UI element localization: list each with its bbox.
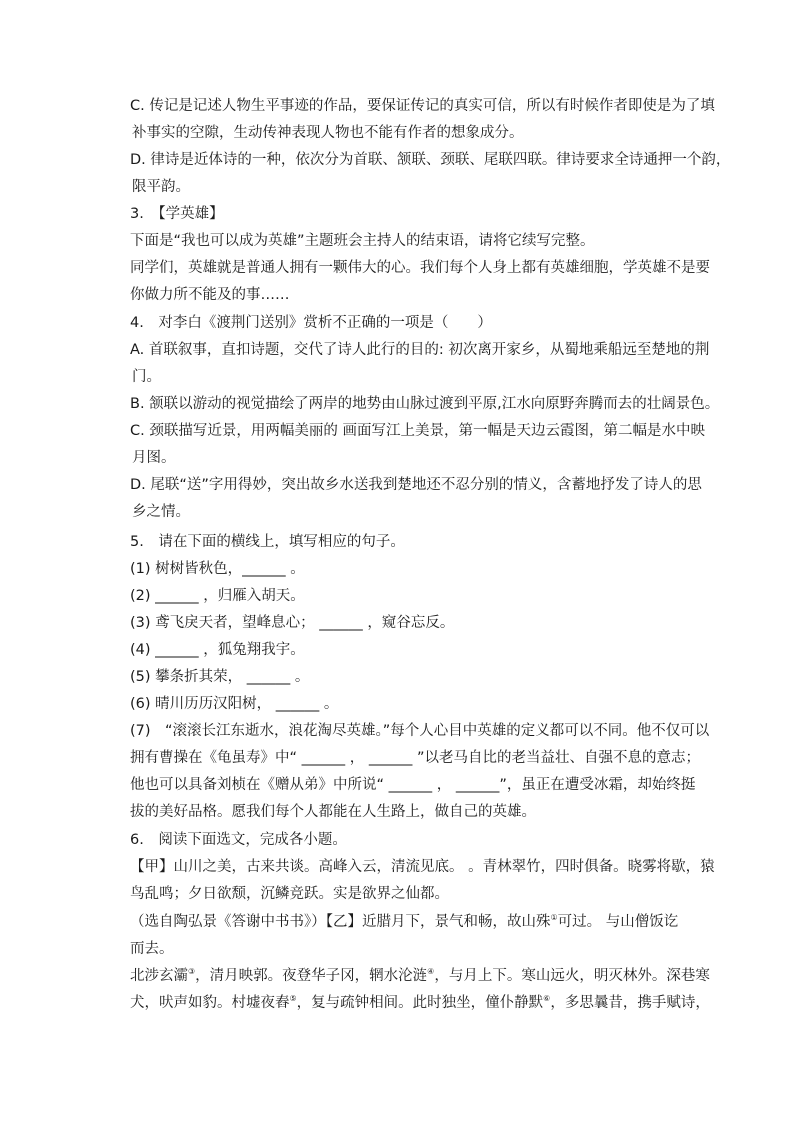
q4-option-d-line1: D. 尾联“送”字用得妙，突出故乡水送我到楚地还不忍分别的情义，含蓄地抒发了诗人的思 [130,477,702,493]
q5-item-7-text-c: 他也可以具备刘桢在《赠从弟》中所说“ [130,777,385,793]
q3-title: 3. 【学英雄】 [130,206,224,222]
answer-blank[interactable]: ______ [368,750,413,766]
q4-option-a-line2: 门。 [132,369,161,385]
answer-blank[interactable]: ______ [301,750,346,766]
q6-yi-text-h: ，多思曩昔，携手赋诗， [550,995,710,1011]
q5-item-7-line2 [130,748,700,768]
q5-item-1 [130,559,700,579]
option-d-line1: D. 律诗是近体诗的一种，依次分为首联、颔联、颈联、尾联四联。律诗要求全诗通押一个韵， [130,152,731,168]
answer-blank[interactable]: ______ [246,669,291,685]
q5-item-7-text-a: 拥有曹操在《龟虽寿》中“ [130,750,298,766]
q5-item-2 [130,586,700,606]
q5-item-7-text-d: ”，虽正在遭受冰霜，却始终挺 [499,777,696,793]
q5-item-3-end: ，窥谷忘反。 [367,615,455,631]
q6-yi-text-c: 北涉玄灞 [130,968,188,984]
q5-item-7-comma: ， [436,777,452,793]
option-c-line2: 补事实的空隙，生动传神表现人物也不能有作者的想象成分。 [132,125,524,141]
answer-blank[interactable]: ______ [155,588,199,604]
q5-item-4-text: ，狐兔翔我宇。 [203,642,305,658]
q6-passage-yi-line2: 而去。 [130,941,174,957]
q5-item-6 [130,694,700,714]
q3-text-line2: 你做力所不能及的事…… [130,287,290,303]
q4-option-c-line1: C. 颈联描写近景，用两幅美丽的 画面写江上美景，第一幅是天边云霞图，第二幅是水中映 [130,423,705,439]
q5-item-7-line3 [130,775,700,795]
q5-item-3 [130,613,700,633]
q6-title: 6. 阅读下面选文，完成各小题。 [130,832,347,848]
footnote-mark: ④ [427,967,435,977]
q6-yi-text-b: 可过。 与山僧饭讫 [557,914,679,930]
answer-blank[interactable]: ______ [155,642,199,658]
answer-blank[interactable]: ______ [455,777,500,793]
option-d-line2: 限平韵。 [132,179,190,195]
q4-option-a-line1: A. 首联叙事，直扣诗题，交代了诗人此行的目的: 初次离开家乡，从蜀地乘船远至楚地的荆 [130,342,710,358]
q5-title: 5. 请在下面的横线上，填写相应的句子。 [130,534,405,550]
q6-passage-yi-line4 [130,993,710,1013]
q6-yi-text-a: （选自陶弘景《答谢中书书》）【乙】近腊月下，景气和畅，故山殊 [130,914,551,930]
answer-blank[interactable]: ______ [275,696,320,712]
q5-item-3-text: (3) 鸢飞戾天者，望峰息心； [130,615,315,631]
footnote-mark: ① [550,913,558,923]
q6-yi-text-e: ，与月上下。寒山远火，明灭林外。深巷寒 [434,968,710,984]
q6-passage-yi-line3 [130,966,710,986]
q5-item-4 [130,640,700,660]
q5-item-5-text: (5) 攀条折其荣， [130,669,243,685]
answer-blank[interactable]: ______ [388,777,433,793]
q6-yi-text-f: 犬，吠声如豹。村墟夜舂 [130,995,290,1011]
q5-item-7-comma: ， [349,750,365,766]
q5-item-6-end: 。 [323,696,339,712]
q5-item-7-line1: (7) “滚滚长江东逝水，浪花淘尽英雄。”每个人心目中英雄的定义都可以不同。他不仅可以 [130,723,710,739]
q5-item-6-text: (6) 晴川历历汉阳树， [130,696,272,712]
q6-passage-jia-line2: 鸟乱鸣；夕日欲颓，沉鳞竞跃。实是欲界之仙都。 [130,886,449,902]
footnote-mark: ⑥ [543,994,551,1004]
q6-passage-yi-line1 [130,912,700,932]
q5-item-5-end: 。 [294,669,310,685]
q5-item-7-text-b: ”以老马自比的老当益壮、自强不息的意志； [416,750,700,766]
q5-item-5 [130,667,700,687]
q6-passage-jia-line1: 【甲】山川之美，古来共谈。高峰入云，清流见底。 。青林翠竹，四时俱备。晓雾将歇，猿 [130,859,715,875]
q4-option-c-line2: 月图。 [132,450,176,466]
q5-item-1-text: (1) 树树皆秋色， [130,561,243,577]
q5-item-4-num: (4) [130,642,151,658]
answer-blank[interactable]: ______ [242,561,286,577]
q5-item-2-text: ，归雁入胡天。 [203,588,305,604]
q4-option-b: B. 颔联以游动的视觉描绘了两岸的地势由山脉过渡到平原,江水向原野奔腾而去的壮阔景色。 [130,396,720,412]
footnote-mark: ③ [188,967,196,977]
q5-item-2-num: (2) [130,588,151,604]
q6-yi-text-d: ，清月映郭。夜登华子冈，辋水沦涟 [195,968,428,984]
footnote-mark: ⑤ [289,994,297,1004]
q4-option-d-line2: 乡之情。 [132,504,190,520]
q3-instruction: 下面是“我也可以成为英雄”主题班会主持人的结束语，请将它续写完整。 [130,233,595,249]
q5-item-7-line4: 拔的美好品格。愿我们每个人都能在人生路上，做自己的英雄。 [130,804,536,820]
answer-blank[interactable]: ______ [319,615,363,631]
q3-text-line1: 同学们，英雄就是普通人拥有一颗伟大的心。我们每个人身上都有英雄细胞，学英雄不是要 [130,260,710,276]
q4-title: 4. 对李白《渡荆门送别》赏析不正确的一项是（ ） [130,315,492,331]
option-c-line1: C. 传记是记述人物生平事迹的作品，要保证传记的真实可信，所以有时候作者即使是为了填 [130,98,715,114]
q6-yi-text-g: ，复与疏钟相间。此时独坐，僮仆静默 [296,995,544,1011]
q5-item-1-end: 。 [290,561,305,577]
